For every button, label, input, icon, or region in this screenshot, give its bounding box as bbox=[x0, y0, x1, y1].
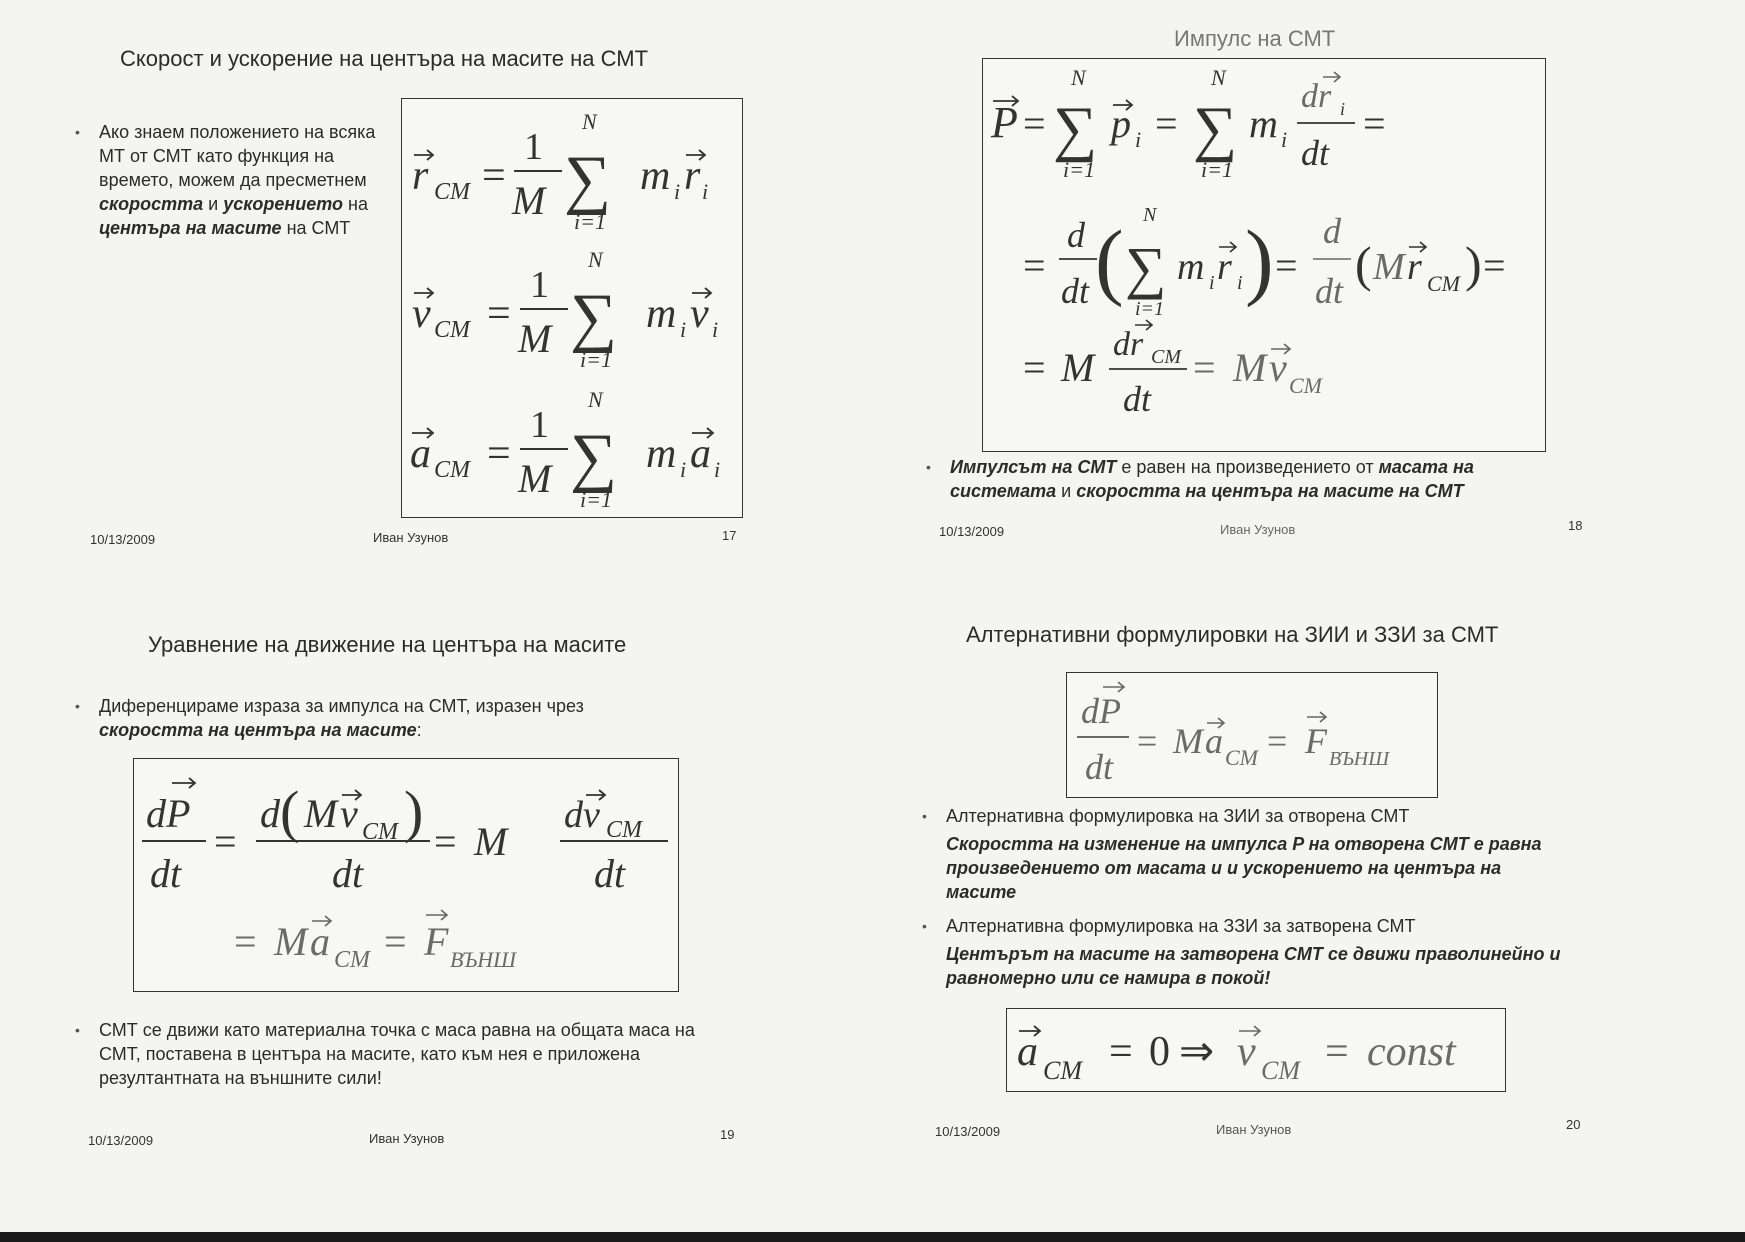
svg-text:dt: dt bbox=[1123, 379, 1152, 419]
svg-text:=: = bbox=[1155, 101, 1178, 146]
svg-text:(: ( bbox=[280, 779, 300, 844]
svg-text:=: = bbox=[487, 291, 511, 337]
svg-text:1: 1 bbox=[524, 126, 543, 168]
svg-text:=: = bbox=[1023, 101, 1046, 146]
svg-text:CM: CM bbox=[434, 457, 470, 483]
svg-text:dt: dt bbox=[1085, 747, 1114, 787]
svg-text:): ) bbox=[1465, 236, 1482, 292]
svg-text:i=1: i=1 bbox=[1135, 298, 1165, 320]
momentum-line-1 bbox=[990, 65, 1386, 182]
svg-text:M: M bbox=[274, 919, 308, 964]
momentum-derivation bbox=[983, 59, 1545, 451]
svg-text:i=1: i=1 bbox=[1063, 157, 1095, 182]
formula-a-cm bbox=[410, 387, 720, 512]
svg-text:=: = bbox=[434, 819, 457, 864]
slide-20-bullet-1: • Алтернативна формулировка на ЗИИ за отворена СМТ Скоростта на изменение на импулса P на отворена СМТ е равна произведението от масата и и ускорението на центъра на масите bbox=[946, 804, 1566, 904]
svg-text:∑: ∑ bbox=[1053, 95, 1098, 163]
svg-text:i: i bbox=[680, 457, 687, 482]
svg-text:∑: ∑ bbox=[564, 143, 612, 216]
svg-text:∑: ∑ bbox=[1125, 235, 1167, 300]
svg-text:⇒: ⇒ bbox=[1179, 1029, 1215, 1075]
svg-text:M: M bbox=[1373, 246, 1405, 288]
svg-text:const: const bbox=[1367, 1029, 1456, 1075]
svg-text:dt: dt bbox=[150, 851, 182, 896]
svg-text:F: F bbox=[1305, 721, 1327, 761]
slide-18-bullet: • Импулсът на СМТ е равен на произведението от масата на системата и скоростта на центъра на масите на СМТ bbox=[950, 455, 1550, 503]
svg-text:CM: CM bbox=[1225, 745, 1258, 770]
svg-text:i: i bbox=[680, 317, 687, 342]
svg-text:=: = bbox=[1023, 243, 1046, 288]
svg-text:M: M bbox=[518, 316, 552, 361]
svg-text:CM: CM bbox=[434, 317, 470, 343]
svg-text:P: P bbox=[991, 98, 1018, 147]
svg-text:i=1: i=1 bbox=[580, 347, 612, 372]
slide-19-note: • СМТ се движи като материална точка с маса равна на общата маса на СМТ, поставена в центъра на масите, като към нея е приложена резултантната на външните сили! bbox=[99, 1018, 709, 1090]
svg-text:=: = bbox=[234, 919, 257, 964]
svg-text:dt: dt bbox=[1301, 133, 1330, 173]
svg-text:CM: CM bbox=[334, 947, 370, 973]
svg-text:v: v bbox=[1237, 1029, 1256, 1075]
svg-text:dr: dr bbox=[1301, 78, 1332, 115]
svg-text:i: i bbox=[1237, 272, 1243, 294]
slide-20-title: Алтернативни формулировки на ЗИИ и ЗЗИ за СМТ bbox=[966, 622, 1499, 647]
svg-text:M: M bbox=[1233, 345, 1267, 390]
closed-system-law bbox=[1007, 1009, 1505, 1091]
svg-text:v: v bbox=[690, 291, 709, 337]
svg-text:dP: dP bbox=[1081, 691, 1121, 731]
svg-text:): ) bbox=[1245, 212, 1274, 308]
svg-text:CM: CM bbox=[606, 817, 642, 843]
svg-text:dv: dv bbox=[564, 794, 600, 836]
slide-18-footer-author: Иван Узунов bbox=[1220, 522, 1296, 537]
svg-text:i: i bbox=[1281, 127, 1288, 152]
slide-17-bullet: • Ако знаем положението на всяка МТ от СМТ като функция на времето, можем да пресметнем скоростта и ускорението на центъра на масите на СМТ bbox=[99, 120, 399, 240]
svg-text:1: 1 bbox=[530, 264, 549, 306]
svg-text:N: N bbox=[582, 109, 597, 134]
svg-text:m: m bbox=[1249, 101, 1278, 146]
svg-text:=: = bbox=[1483, 243, 1506, 288]
svg-text:i: i bbox=[1135, 127, 1142, 152]
slide-17-formula-box bbox=[401, 98, 743, 518]
svg-text:=: = bbox=[1023, 345, 1046, 390]
svg-text:a: a bbox=[310, 919, 330, 964]
svg-text:=: = bbox=[214, 819, 237, 864]
slide-17-footer-date: 10/13/2009 bbox=[90, 532, 156, 547]
svg-text:N: N bbox=[1071, 65, 1086, 90]
svg-text:dt: dt bbox=[332, 851, 364, 896]
svg-text:N: N bbox=[588, 387, 603, 412]
svg-text:dr: dr bbox=[1113, 326, 1144, 363]
svg-text:∑: ∑ bbox=[570, 421, 618, 494]
svg-text:ВЪНШ: ВЪНШ bbox=[450, 947, 517, 972]
svg-text:=: = bbox=[482, 153, 506, 199]
svg-text:i=1: i=1 bbox=[574, 209, 606, 234]
svg-text:v: v bbox=[340, 791, 358, 836]
scan-bottom-edge bbox=[0, 1232, 1745, 1242]
svg-text:=: = bbox=[1325, 1029, 1349, 1075]
svg-text:a: a bbox=[690, 431, 711, 477]
svg-text:M: M bbox=[512, 178, 546, 223]
svg-text:a: a bbox=[410, 431, 431, 477]
svg-text:d: d bbox=[1323, 211, 1341, 251]
momentum-line-2 bbox=[1023, 204, 1506, 320]
svg-text:1: 1 bbox=[530, 404, 549, 446]
slide-18-footer-date: 10/13/2009 bbox=[939, 524, 1005, 539]
slide-20-formula-box-1 bbox=[1066, 672, 1438, 798]
svg-text:v: v bbox=[1269, 345, 1287, 390]
slide-20-formula-box-2 bbox=[1006, 1008, 1506, 1092]
formula-v-cm bbox=[412, 247, 718, 372]
svg-text:i=1: i=1 bbox=[580, 487, 612, 512]
svg-text:CM: CM bbox=[1151, 346, 1181, 368]
slide-19-formula-box bbox=[133, 758, 679, 992]
slide-19-page-number: 19 bbox=[720, 1127, 735, 1142]
svg-text:N: N bbox=[588, 247, 603, 272]
svg-text:m: m bbox=[646, 291, 677, 337]
svg-text:i=1: i=1 bbox=[1201, 157, 1233, 182]
svg-text:CM: CM bbox=[1427, 271, 1460, 296]
svg-text:i: i bbox=[1209, 272, 1215, 294]
svg-text:d: d bbox=[260, 791, 280, 836]
slide-17-footer-author: Иван Узунов bbox=[373, 530, 449, 545]
svg-text:0: 0 bbox=[1149, 1029, 1170, 1075]
svg-text:∑: ∑ bbox=[1193, 95, 1238, 163]
slide-20-bullet-2: • Алтернативна формулировка на ЗЗИ за затворена СМТ Центърът на масите на затворена СМТ се движи праволинейно и равномерно или се намира в покой! bbox=[946, 914, 1566, 990]
slide-18-page-number: 18 bbox=[1568, 518, 1583, 533]
svg-text:ВЪНШ: ВЪНШ bbox=[1329, 748, 1390, 770]
slide-17-page-number: 17 bbox=[722, 528, 737, 543]
svg-text:a: a bbox=[1205, 721, 1223, 761]
svg-text:CM: CM bbox=[434, 179, 470, 205]
svg-text:N: N bbox=[1211, 65, 1226, 90]
svg-text:dt: dt bbox=[594, 851, 626, 896]
svg-text:M: M bbox=[474, 819, 508, 864]
svg-text:F: F bbox=[424, 919, 449, 964]
svg-text:∑: ∑ bbox=[570, 281, 618, 354]
svg-text:i: i bbox=[702, 179, 709, 204]
svg-text:i: i bbox=[714, 457, 721, 482]
svg-text:M: M bbox=[1061, 345, 1095, 390]
slide-17-title: Скорост и ускорение на центъра на масите на СМТ bbox=[120, 46, 649, 71]
slide-19-title: Уравнение на движение на центъра на масите bbox=[148, 632, 627, 657]
equation-of-motion bbox=[134, 759, 678, 991]
svg-text:=: = bbox=[1109, 1029, 1133, 1075]
svg-text:(: ( bbox=[1095, 212, 1124, 308]
svg-text:M: M bbox=[1173, 721, 1203, 761]
svg-text:M: M bbox=[304, 791, 338, 836]
svg-text:CM: CM bbox=[362, 819, 398, 845]
svg-text:i: i bbox=[712, 317, 719, 342]
svg-text:dt: dt bbox=[1315, 271, 1344, 311]
svg-text:m: m bbox=[640, 153, 671, 199]
momentum-line-3 bbox=[1023, 320, 1324, 419]
svg-text:=: = bbox=[487, 431, 511, 477]
svg-text:(: ( bbox=[1355, 236, 1372, 292]
svg-text:v: v bbox=[412, 291, 431, 337]
svg-text:a: a bbox=[1017, 1029, 1038, 1075]
svg-text:CM: CM bbox=[1289, 373, 1322, 398]
slide-20-page-number: 20 bbox=[1566, 1117, 1581, 1132]
svg-text:r: r bbox=[412, 153, 429, 199]
svg-text:CM: CM bbox=[1043, 1056, 1082, 1085]
svg-text:r: r bbox=[1407, 246, 1422, 288]
slide-20-footer-date: 10/13/2009 bbox=[935, 1124, 1001, 1139]
svg-text:N: N bbox=[1143, 204, 1157, 226]
svg-text:=: = bbox=[1363, 101, 1386, 146]
slide-18-formula-box bbox=[982, 58, 1546, 452]
slide-20-footer-author: Иван Узунов bbox=[1216, 1122, 1292, 1137]
svg-text:dP: dP bbox=[146, 791, 191, 836]
svg-text:p: p bbox=[1111, 101, 1131, 146]
svg-text:d: d bbox=[1067, 215, 1085, 255]
svg-text:): ) bbox=[404, 779, 424, 844]
svg-text:=: = bbox=[1193, 345, 1216, 390]
slide-19-footer-date: 10/13/2009 bbox=[88, 1133, 154, 1148]
formula-r-cm bbox=[412, 109, 708, 234]
svg-text:CM: CM bbox=[1261, 1056, 1300, 1085]
svg-text:i: i bbox=[674, 179, 681, 204]
svg-text:=: = bbox=[1275, 243, 1298, 288]
svg-text:M: M bbox=[518, 456, 552, 501]
alt-momentum-law bbox=[1067, 673, 1437, 797]
svg-text:m: m bbox=[1177, 246, 1205, 288]
svg-text:=: = bbox=[384, 919, 407, 964]
svg-text:r: r bbox=[1217, 246, 1232, 288]
svg-text:r: r bbox=[684, 153, 701, 199]
svg-text:=: = bbox=[1267, 721, 1288, 761]
svg-text:m: m bbox=[646, 431, 677, 477]
slide-18-title: Импулс на СМТ bbox=[1174, 26, 1336, 51]
center-of-mass-formulas bbox=[402, 99, 742, 517]
slide-19-footer-author: Иван Узунов bbox=[369, 1131, 445, 1146]
svg-text:i: i bbox=[1340, 99, 1346, 119]
svg-text:dt: dt bbox=[1061, 271, 1090, 311]
svg-text:=: = bbox=[1137, 721, 1158, 761]
slide-19-bullet: • Диференцираме израза за импулса на СМТ, изразен чрез скоростта на центъра на масите: bbox=[99, 694, 679, 742]
